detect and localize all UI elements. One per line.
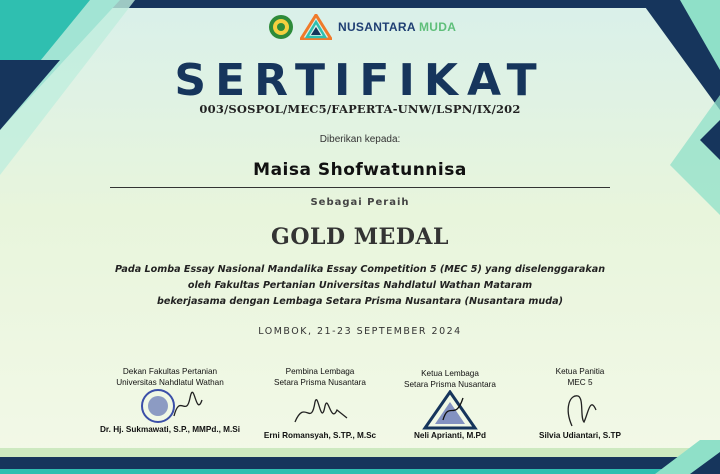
bottom-band-teal	[0, 469, 720, 474]
official-stamp-icon	[130, 388, 210, 424]
signatory-chairman	[380, 368, 520, 441]
signatory-title-line2: Setara Prisma Nusantara	[274, 378, 366, 387]
signatory-committee-chair	[515, 366, 645, 441]
signatory-title-line2: Universitas Nahdlatul Wathan	[116, 378, 224, 387]
recipient-name: Maisa Shofwatunnisa	[253, 160, 467, 180]
logo-text	[338, 20, 456, 34]
signatory-name: Erni Romansyah, S.TP., M.Sc	[263, 431, 377, 440]
signatory-name: Dr. Hj. Sukmawati, S.P., MMPd., M.Si	[100, 425, 240, 434]
certificate-number: 003/SOSPOL/MEC5/FAPERTA-UNW/LSPN/IX/202	[199, 102, 521, 116]
signatory-name: Silvia Udiantari, S.TP	[539, 431, 621, 440]
logo-group	[268, 14, 456, 40]
description-line-2: oleh Fakultas Pertanian Universitas Nahdlatul Wathan Mataram	[187, 280, 533, 291]
signature-icon	[285, 388, 355, 430]
signatory-title-line1: Ketua Panitia	[555, 367, 605, 376]
logo-text-primary: NUSANTARA	[338, 20, 416, 34]
award-title: GOLD MEDAL	[271, 224, 449, 250]
signature-icon	[550, 388, 610, 430]
signatory-title-line2: MEC 5	[567, 378, 593, 387]
signatory-name: Neli Aprianti, M.Pd	[413, 431, 487, 440]
recipient-role: Sebagai Peraih	[310, 197, 410, 208]
signatory-title-line2: Setara Prisma Nusantara	[404, 380, 496, 389]
signatory-title-line1: Pembina Lembaga	[285, 367, 355, 376]
signatory-patron	[250, 366, 390, 441]
logo-text-secondary: MUDA	[419, 20, 457, 34]
signatory-title-line1: Dekan Fakultas Pertanian	[122, 367, 218, 376]
bottom-band-navy	[0, 457, 720, 469]
nusantara-muda-logo-icon	[300, 14, 332, 40]
certificate-title: SERTIFIKAT	[174, 55, 546, 106]
organization-stamp-icon	[415, 390, 485, 430]
given-to-label: Diberikan kepada:	[319, 134, 401, 145]
name-underline	[110, 187, 610, 188]
description-line-3: bekerjasama dengan Lembaga Setara Prisma Nusantara (Nusantara muda)	[157, 296, 563, 307]
signatory-title-line1: Ketua Lembaga	[421, 369, 479, 378]
signatory-dean	[95, 366, 245, 435]
place-date: LOMBOK, 21-23 SEPTEMBER 2024	[258, 326, 462, 337]
university-logo-icon	[268, 14, 294, 40]
bottom-band-light	[0, 448, 720, 457]
description-line-1: Pada Lomba Essay Nasional Mandalika Essay Competition 5 (MEC 5) yang diselenggarakan	[114, 264, 606, 275]
